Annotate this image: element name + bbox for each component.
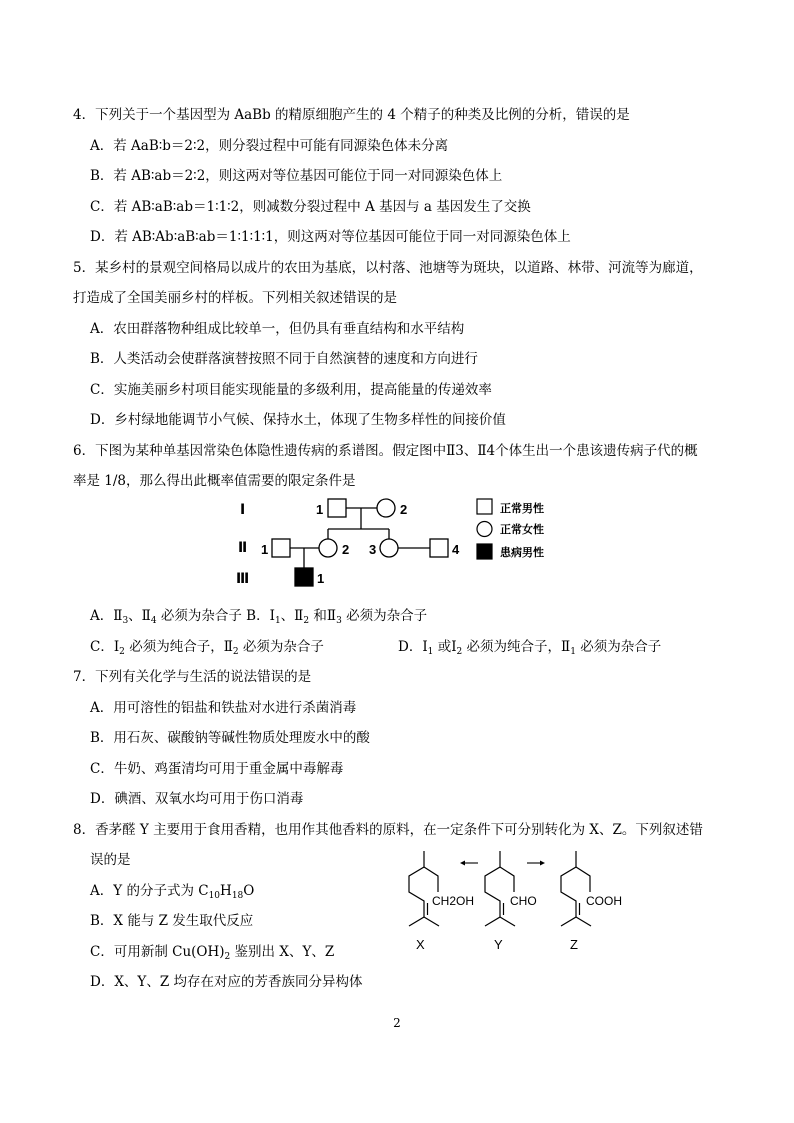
- q7-stem: 7．下列有关化学与生活的说法错误的是: [73, 669, 312, 685]
- q6-option-ab: [90, 607, 427, 625]
- q4-stem: 4．下列关于一个基因型为 AaBb 的精原细胞产生的 4 个精子的种类及比例的分析，错误的是: [73, 107, 630, 123]
- chemical-structures: [400, 845, 640, 955]
- page-number: 2: [393, 1016, 401, 1030]
- i1-normal-male-symbol: [328, 499, 346, 517]
- q6-stem-line2: 率是 1/8，那么得出此概率值需要的限定条件是: [73, 473, 356, 489]
- q4-option-d: D．若 AB∶Ab∶aB∶ab＝1∶1∶1∶1，则这两对等位基因可能位于同一对同源染色体上: [90, 229, 571, 245]
- legend-male-label: 正常男性: [500, 503, 544, 515]
- structure-x: [409, 851, 439, 926]
- q4-option-c: C．若 AB∶aB∶ab＝1∶1∶2，则减数分裂过程中 A 基因与 a 基因发生了交换: [90, 199, 531, 215]
- q7-option-d: D．碘酒、双氧水均可用于伤口消毒: [90, 791, 304, 807]
- iii1-number: 1: [317, 571, 325, 586]
- iii1-affected-male-symbol: [295, 568, 313, 586]
- structure-z: [561, 851, 591, 926]
- q5-option-c: C．实施美丽乡村项目能实现能量的多级利用，提高能量的传递效率: [90, 382, 492, 398]
- z-functional-group: COOH: [586, 894, 622, 908]
- ii1-number: 1: [261, 542, 269, 557]
- q8-option-d: D．X、Y、Z 均存在对应的芳香族同分异构体: [90, 974, 363, 990]
- ii3-number: 3: [369, 542, 377, 557]
- legend-female-label: 正常女性: [500, 524, 544, 536]
- q7-option-c: C．牛奶、鸡蛋清均可用于重金属中毒解毒: [90, 761, 344, 777]
- q8-option-a: [90, 882, 254, 900]
- q6-stem-line1: 6．下图为某种单基因常染色体隐性遗传病的系谱图。假定图中Ⅱ3、Ⅱ4个体生出一个患该遗传病子代的概: [73, 443, 698, 459]
- y-label: Y: [494, 937, 503, 952]
- q7-option-a: A．用可溶性的铝盐和铁盐对水进行杀菌消毒: [90, 700, 357, 716]
- q5-stem-line2: 打造成了全国美丽乡村的样板。下列相关叙述错误的是: [73, 290, 397, 306]
- ii2-number: 2: [342, 542, 350, 557]
- y-functional-group: CHO: [510, 894, 537, 908]
- q5-option-b: B．人类活动会使群落演替按照不同于自然演替的速度和方向进行: [90, 351, 478, 367]
- pedigree-chart: [230, 492, 560, 594]
- q4-option-b: B．若 AB∶ab＝2∶2，则这两对等位基因可能位于同一对同源染色体上: [90, 168, 503, 184]
- gen-label-1: Ⅰ: [240, 501, 246, 517]
- x-functional-group: CH2OH: [432, 894, 475, 908]
- q6-option-ab-text: A．$Ⅱ_3$、$Ⅱ_4$ 必须为杂合子 B．$Ⅰ_1$、$Ⅱ_2$ 和$Ⅱ_3$ 必须为杂合子: [90, 608, 428, 626]
- structure-y: [485, 851, 515, 926]
- q5-option-a: A．农田群落物种组成比较单一，但仍具有垂直结构和水平结构: [90, 321, 465, 337]
- ii1-normal-male-symbol: [272, 539, 290, 557]
- arrow-y-to-z: [527, 861, 545, 866]
- q7-option-b: B．用石灰、碳酸钠等碱性物质处理废水中的酸: [90, 730, 370, 746]
- ii4-number: 4: [452, 542, 460, 557]
- q6-option-c: [90, 638, 324, 656]
- q8-option-a-text: A．Y 的分子式为 $C_{10}H_{18}O$: [90, 883, 255, 901]
- x-label: X: [416, 937, 425, 952]
- arrow-y-to-x: [460, 861, 478, 866]
- legend-male-symbol: [477, 499, 492, 514]
- q5-stem-line1: 5．某乡村的景观空间格局以成片的农田为基底，以村落、池塘等为斑块，以道路、林带、河流等为廊道，: [73, 260, 703, 276]
- gen-label-3: Ⅲ: [236, 570, 250, 586]
- q6-option-c-text: C．$Ⅰ_2$ 必须为纯合子，$Ⅱ_2$ 必须为杂合子: [90, 639, 324, 657]
- i2-normal-female-symbol: [377, 499, 395, 517]
- q8-option-c-text: C．可用新制 $Cu(OH)_2$ 鉴别出 X、Y、Z: [90, 944, 335, 962]
- z-label: Z: [570, 937, 578, 952]
- q8-option-b: B．X 能与 Z 发生取代反应: [90, 913, 254, 929]
- legend-affected-label: 患病男性: [500, 547, 544, 559]
- q6-option-d: [398, 638, 661, 656]
- legend-affected-symbol: [477, 544, 492, 559]
- q8-stem-line2: 误的是: [90, 852, 131, 868]
- q6-option-d-text: D．$Ⅰ_1$ 或$Ⅰ_2$ 必须为纯合子，$Ⅱ_1$ 必须为杂合子: [398, 639, 662, 657]
- i1-number: 1: [316, 502, 324, 517]
- ii4-normal-male-symbol: [430, 539, 448, 557]
- q8-stem-line1: 8．香茅醛 Y 主要用于食用香精，也用作其他香料的原料，在一定条件下可分别转化为 X、Z。下列叙述错: [73, 822, 703, 838]
- gen-label-2: Ⅱ: [238, 539, 248, 555]
- ii3-normal-female-symbol: [380, 539, 398, 557]
- q4-option-a: A．若 AaB∶b＝2∶2，则分裂过程中可能有同源染色体未分离: [90, 138, 449, 154]
- legend-female-symbol: [477, 522, 492, 537]
- i2-number: 2: [400, 502, 408, 517]
- ii2-normal-female-symbol: [319, 539, 337, 557]
- q8-option-c: [90, 943, 334, 961]
- q5-option-d: D．乡村绿地能调节小气候、保持水土，体现了生物多样性的间接价值: [90, 412, 506, 428]
